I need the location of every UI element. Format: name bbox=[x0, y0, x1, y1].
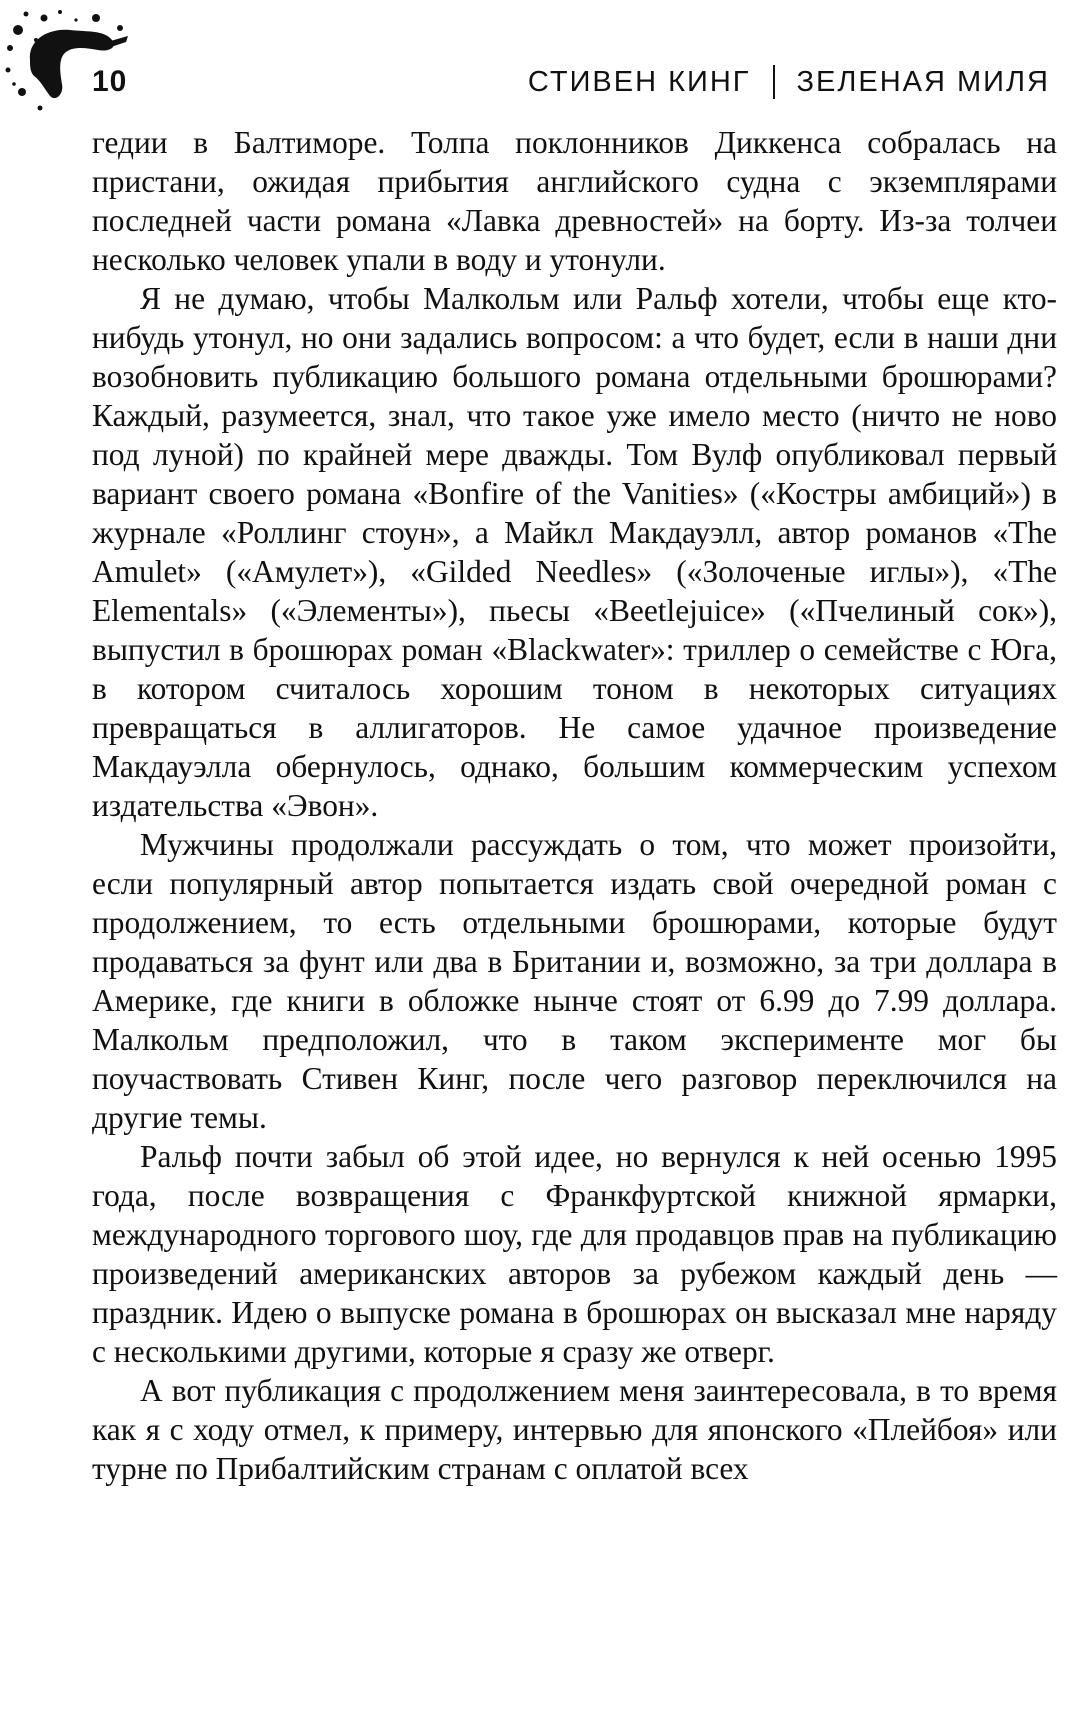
body-text bbox=[92, 123, 1057, 1488]
paragraph: Мужчины продолжали рассуждать о том, что может произойти, если популярный автор попытается издать свой очередной роман с продолжением, то есть отдельными брошюрами, которые будут продаваться за фунт или два в Британии и, возможно, за три доллара в Америке, где книги в обложке нынче стоят от 6.99 до 7.99 доллара. Малкольм предположил, что в таком эксперименте мог бы поучаствовать Стивен Кинг, после чего разговор переключился на другие темы. bbox=[92, 827, 1057, 1135]
page-number: 10 bbox=[92, 65, 128, 98]
paragraph: гедии в Балтиморе. Толпа поклонников Диккенса собралась на пристани, ожидая прибытия английского судна с экземплярами последней части романа «Лавка древностей» на борту. Из-за толчеи несколько человек упали в воду и утонули. bbox=[92, 125, 1057, 277]
running-head-separator bbox=[773, 65, 775, 99]
paragraph: Ральф почти забыл об этой идее, но вернулся к ней осенью 1995 года, после возвращения с Франкфуртской книжной ярмарки, международного торгового шоу, где для продавцов прав на публикацию произведений американских авторов за рубежом каждый день — праздник. Идею о выпуске романа в брошюрах он высказал мне наряду с несколькими другими, которые я сразу же отверг. bbox=[92, 1139, 1057, 1369]
paragraph: Я не думаю, чтобы Малкольм или Ральф хотели, чтобы еще кто-нибудь утонул, но они задались вопросом: а что будет, если в наши дни возобновить публикацию большого романа отдельными брошюрами? Каждый, разумеется, знал, что такое уже имело место (ничто не ново под луной) по крайней мере дважды. Том Вулф опубликовал первый вариант своего романа «Bonfire of the Vanities» («Костры амбиций») в журнале «Роллинг стоун», а Майкл Макдауэлл, автор романов «The Amulet» («Амулет»), «Gilded Needles» («Золоченые иглы»), «The Elementals» («Элементы»), пьесы «Beetlejuice» («Пчелиный сок»), выпустил в брошюрах роман «Blackwater»: триллер о семействе с Юга, в котором считалось хорошим тоном в некоторых ситуациях превращаться в аллигаторов. Не самое удачное произведение Макдауэлла обернулось, однако, большим коммерческим успехом издательства «Эвон». bbox=[92, 281, 1057, 823]
running-head bbox=[528, 62, 1050, 102]
ink-splatter-decoration bbox=[0, 0, 140, 120]
running-head-title: ЗЕЛЕНАЯ МИЛЯ bbox=[796, 66, 1050, 98]
paragraph: А вот публикация с продолжением меня заинтересовала, в то время как я с ходу отмел, к примеру, интервью для японского «Плейбоя» или турне по Прибалтийским странам с оплатой всех bbox=[92, 1373, 1057, 1486]
running-head-author: СТИВЕН КИНГ bbox=[527, 66, 751, 98]
